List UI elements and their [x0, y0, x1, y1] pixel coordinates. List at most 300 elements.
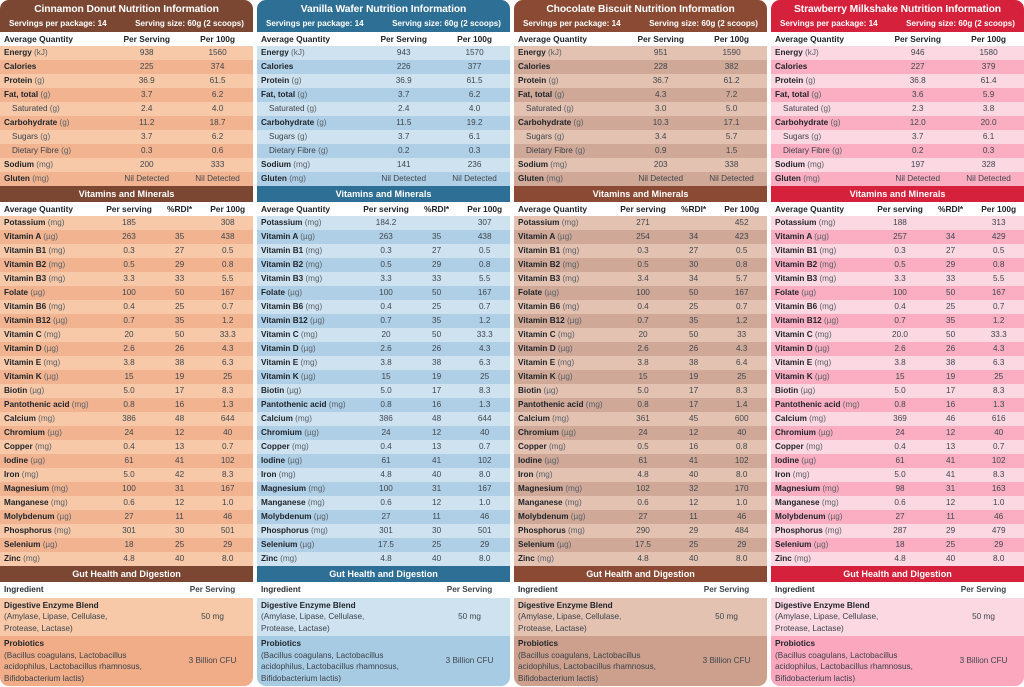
vitamin-per-serving: 188 — [893, 218, 907, 227]
nutrient-per-serving: 36.8 — [909, 76, 926, 85]
col-rdi: %RDI* — [414, 202, 460, 216]
table-row — [771, 426, 1024, 440]
vitamin-name: Copper (mg) — [518, 442, 566, 451]
table-row — [0, 272, 253, 286]
nutrient-per-serving: Nil Detected — [638, 174, 684, 183]
vitamins-section-band: Vitamins and Minerals — [0, 186, 253, 202]
nutrient-per-100g: 374 — [210, 62, 225, 71]
nutrient-per-serving: 36.7 — [652, 76, 669, 85]
vitamin-per-100g: 102 — [220, 456, 235, 465]
serving-size: Serving size: 60g (2 scoops) — [392, 19, 501, 28]
table-row — [257, 426, 510, 440]
table-row — [0, 524, 253, 538]
table-row — [771, 230, 1024, 244]
table-row — [771, 74, 1024, 88]
nutrient-per-100g: 5.9 — [982, 90, 995, 99]
nutrient-per-serving: 0.9 — [655, 146, 667, 155]
table-row — [771, 370, 1024, 384]
table-row — [257, 300, 510, 314]
servings-per-package: Servings per package: 14 — [780, 19, 878, 28]
table-row — [0, 426, 253, 440]
col-average-quantity: Average Quantity — [771, 32, 882, 46]
table-row — [514, 102, 767, 116]
vitamin-per-100g: 0.8 — [735, 260, 748, 269]
vitamin-per-serving: 3.3 — [123, 274, 135, 283]
vitamin-per-100g: 1.2 — [735, 316, 748, 325]
table-row — [771, 60, 1024, 74]
nutrient-name: Calories — [518, 62, 551, 71]
vitamin-name: Magnesium (mg) — [775, 484, 840, 493]
table-row — [514, 412, 767, 426]
vitamin-name: Vitamin B12 (µg) — [261, 316, 325, 325]
nutrient-per-serving: 3.6 — [912, 90, 924, 99]
vitamin-rdi: 13 — [432, 442, 442, 451]
vitamin-rdi: 30 — [432, 526, 442, 535]
table-row — [0, 538, 253, 552]
nutrient-per-serving: 227 — [910, 62, 925, 71]
vitamin-rdi: 34 — [689, 232, 699, 241]
table-row — [771, 482, 1024, 496]
servings-per-package: Servings per package: 14 — [523, 19, 621, 28]
vitamin-per-100g: 600 — [734, 414, 749, 423]
nutrition-column-header-row — [514, 32, 767, 46]
vitamin-rdi: 11 — [689, 512, 698, 521]
vitamin-per-serving: 290 — [636, 526, 650, 535]
nutrient-name: Gluten (mg) — [775, 174, 821, 183]
vitamin-per-100g: 4.3 — [478, 344, 491, 353]
vitamin-name: Manganese (mg) — [4, 498, 68, 507]
vitamin-rdi: 41 — [175, 456, 185, 465]
vitamin-rdi: 25 — [946, 540, 956, 549]
gut-column-header-row — [0, 582, 253, 598]
vitamin-per-100g: 0.8 — [992, 260, 1005, 269]
table-row — [771, 300, 1024, 314]
gut-table — [257, 582, 510, 686]
table-row — [257, 144, 510, 158]
vitamin-name: Vitamin K (µg) — [261, 372, 316, 381]
gut-section-band: Gut Health and Digestion — [771, 566, 1024, 582]
col-average-quantity: Average Quantity — [0, 32, 111, 46]
nutrient-per-100g: 18.7 — [209, 118, 226, 127]
table-row — [0, 412, 253, 426]
nutrient-name: Carbohydrate (g) — [518, 118, 584, 127]
vitamin-rdi: 34 — [946, 232, 956, 241]
vitamin-per-serving: 5.0 — [894, 470, 906, 479]
vitamin-per-serving: 15 — [124, 372, 134, 381]
table-row — [0, 258, 253, 272]
nutrient-per-100g: 6.2 — [468, 90, 481, 99]
list-item — [0, 636, 253, 686]
nutrient-per-serving: Nil Detected — [895, 174, 941, 183]
gut-section-band: Gut Health and Digestion — [0, 566, 253, 582]
nutrient-per-100g: 328 — [981, 160, 996, 169]
table-row — [257, 384, 510, 398]
nutrient-per-100g: 6.1 — [982, 132, 995, 141]
vitamin-rdi: 27 — [689, 246, 699, 255]
table-row — [771, 244, 1024, 258]
vitamin-per-100g: 0.7 — [992, 442, 1005, 451]
vitamin-rdi: 31 — [432, 484, 442, 493]
vitamin-per-serving: 15 — [895, 372, 905, 381]
vitamin-name: Pantothenic acid (mg) — [261, 400, 346, 409]
vitamin-per-100g: 0.7 — [478, 442, 491, 451]
panel-header — [257, 0, 510, 32]
table-row — [0, 482, 253, 496]
nutrient-per-serving: 3.0 — [655, 104, 667, 113]
gut-section-band: Gut Health and Digestion — [257, 566, 510, 582]
nutrient-per-100g: 1590 — [722, 48, 741, 57]
vitamin-rdi: 35 — [689, 316, 699, 325]
vitamin-name: Selenium (µg) — [261, 540, 315, 549]
gut-section — [514, 582, 767, 686]
table-row — [0, 60, 253, 74]
table-row — [771, 116, 1024, 130]
vitamin-per-100g: 0.7 — [735, 302, 748, 311]
serving-size: Serving size: 60g (2 scoops) — [649, 19, 758, 28]
vitamin-rdi: 31 — [175, 484, 185, 493]
nutrient-name: Sodium (mg) — [261, 160, 311, 169]
nutrient-per-100g: 3.8 — [982, 104, 995, 113]
nutrient-per-serving: 4.3 — [655, 90, 667, 99]
vitamin-rdi: 27 — [432, 246, 442, 255]
serving-info — [519, 16, 762, 29]
vitamin-per-100g: 8.0 — [478, 470, 491, 479]
vitamin-per-100g: 5.7 — [735, 274, 748, 283]
nutrient-per-serving: 2.3 — [912, 104, 924, 113]
vitamin-per-100g: 46 — [994, 512, 1004, 521]
gut-ingredient: Probiotics (Bacillus coagulans, Lactobacillus acidophilus, Lactobacillus rhamnosus, Bifidobacterium lactis) — [261, 639, 399, 683]
nutrient-name: Fat, total (g) — [775, 90, 822, 99]
vitamin-per-serving: 0.8 — [380, 400, 392, 409]
vitamin-per-100g: 33.3 — [476, 330, 493, 339]
col-ingredient: Ingredient — [514, 582, 686, 598]
servings-per-package: Servings per package: 14 — [9, 19, 107, 28]
vitamin-per-serving: 254 — [636, 232, 650, 241]
vitamin-per-100g: 29 — [994, 540, 1004, 549]
vitamin-rdi: 34 — [689, 274, 699, 283]
vitamin-per-100g: 8.3 — [478, 386, 491, 395]
vitamin-rdi: 50 — [175, 288, 185, 297]
vitamin-rdi: 50 — [689, 288, 699, 297]
nutrient-per-100g: Nil Detected — [452, 174, 497, 183]
panel-title: Vanilla Wafer Nutrition Information — [300, 4, 467, 15]
vitamin-per-serving: 0.7 — [637, 316, 649, 325]
gut-section-band: Gut Health and Digestion — [514, 566, 767, 582]
vitamin-name: Iron (mg) — [518, 470, 553, 479]
vitamin-per-100g: 40 — [223, 428, 233, 437]
vitamin-name: Vitamin B3 (mg) — [775, 274, 837, 283]
nutrient-per-serving: 11.2 — [139, 118, 155, 127]
vitamin-rdi: 50 — [689, 330, 699, 339]
col-per-serving: Per Serving — [943, 582, 1024, 598]
nutrient-per-100g: 377 — [467, 62, 482, 71]
vitamin-rdi: 27 — [175, 246, 185, 255]
vitamin-per-serving: 263 — [122, 232, 136, 241]
vitamin-per-100g: 8.0 — [478, 554, 491, 563]
vitamin-per-serving: 5.0 — [894, 386, 906, 395]
col-per-serving: Per Serving — [882, 32, 953, 46]
vitamin-rdi: 17 — [946, 386, 956, 395]
nutrient-per-100g: 0.6 — [211, 146, 224, 155]
vitamin-name: Phosphorus (mg) — [4, 526, 71, 535]
vitamin-per-serving: 4.8 — [637, 470, 649, 479]
table-row — [514, 116, 767, 130]
gut-ingredient: Digestive Enzyme Blend (Amylase, Lipase, Cellulase, Protease, Lactase) — [4, 600, 108, 633]
vitamin-rdi: 13 — [175, 442, 185, 451]
table-row — [257, 88, 510, 102]
vitamin-per-100g: 167 — [477, 484, 492, 493]
vitamin-per-serving: 0.4 — [123, 302, 135, 311]
vitamin-rdi: 19 — [946, 372, 956, 381]
vitamin-per-100g: 438 — [477, 232, 492, 241]
panel-title: Strawberry Milkshake Nutrition Information — [794, 4, 1001, 15]
vitamin-per-100g: 25 — [480, 372, 490, 381]
vitamin-rdi: 12 — [946, 428, 956, 437]
vitamin-name: Iron (mg) — [4, 470, 39, 479]
nutrient-per-100g: 4.0 — [468, 104, 481, 113]
vitamin-per-100g: 501 — [477, 526, 492, 535]
vitamin-rdi: 40 — [946, 554, 956, 563]
list-item — [0, 598, 253, 637]
vitamin-per-100g: 644 — [220, 414, 235, 423]
nutrient-per-100g: 6.2 — [211, 132, 224, 141]
table-row — [514, 244, 767, 258]
nutrient-name: Protein (g) — [518, 76, 559, 85]
table-row — [514, 398, 767, 412]
vitamin-name: Copper (mg) — [261, 442, 309, 451]
vitamin-rdi: 45 — [689, 414, 699, 423]
vitamin-name: Folate (µg) — [4, 288, 46, 297]
servings-per-package: Servings per package: 14 — [266, 19, 364, 28]
nutrient-name: Dietary Fibre (g) — [12, 146, 72, 155]
table-row — [514, 216, 767, 230]
vitamin-per-100g: 102 — [477, 456, 492, 465]
vitamins-section-band: Vitamins and Minerals — [514, 186, 767, 202]
nutrient-per-serving: 36.9 — [138, 76, 155, 85]
nutrient-name: Carbohydrate (g) — [775, 118, 841, 127]
vitamin-per-serving: 20 — [124, 330, 134, 339]
vitamin-rdi: 38 — [689, 358, 699, 367]
vitamin-name: Manganese (mg) — [775, 498, 839, 507]
vitamin-name: Calcium (mg) — [518, 414, 569, 423]
vitamin-per-100g: 167 — [734, 288, 749, 297]
table-row — [0, 46, 253, 60]
vitamin-per-100g: 29 — [737, 540, 747, 549]
vitamin-per-serving: 100 — [379, 288, 393, 297]
vitamin-name: Phosphorus (mg) — [775, 526, 842, 535]
nutrient-name: Energy (kJ) — [775, 48, 819, 57]
nutrient-per-100g: 6.1 — [468, 132, 481, 141]
table-row — [514, 370, 767, 384]
vitamin-rdi: 13 — [946, 442, 956, 451]
table-row — [771, 130, 1024, 144]
vitamin-per-serving: 3.8 — [123, 358, 135, 367]
vitamin-name: Manganese (mg) — [518, 498, 582, 507]
vitamin-rdi — [671, 216, 717, 230]
vitamins-section-band: Vitamins and Minerals — [257, 186, 510, 202]
vitamin-rdi: 26 — [432, 344, 442, 353]
vitamin-name: Vitamin C (mg) — [775, 330, 832, 339]
panel-header — [514, 0, 767, 32]
table-row — [771, 552, 1024, 566]
nutrient-per-serving: 0.3 — [141, 146, 153, 155]
vitamin-rdi: 27 — [946, 246, 956, 255]
table-row — [0, 440, 253, 454]
vitamin-name: Vitamin B6 (mg) — [775, 302, 837, 311]
col-per-serving: Per Serving — [172, 582, 253, 598]
vitamin-name: Magnesium (mg) — [4, 484, 69, 493]
nutrient-per-100g: 61.5 — [209, 76, 226, 85]
gut-section — [771, 582, 1024, 686]
table-row — [514, 272, 767, 286]
vitamin-rdi: 33 — [175, 274, 185, 283]
vitamins-table — [0, 202, 253, 566]
table-row — [257, 116, 510, 130]
nutrient-per-100g: 1560 — [208, 48, 227, 57]
serving-info — [5, 16, 248, 29]
vitamin-name: Vitamin B3 (mg) — [4, 274, 66, 283]
table-row — [257, 356, 510, 370]
vitamin-per-serving: 0.5 — [637, 260, 649, 269]
vitamin-name: Calcium (mg) — [261, 414, 312, 423]
vitamin-rdi: 41 — [946, 470, 956, 479]
table-row — [0, 286, 253, 300]
table-row — [771, 356, 1024, 370]
vitamin-rdi: 29 — [946, 260, 956, 269]
vitamin-per-100g: 102 — [991, 456, 1006, 465]
nutrient-name: Protein (g) — [775, 76, 816, 85]
nutrient-per-100g: 379 — [981, 62, 996, 71]
nutrition-panel-vanilla-wafer — [257, 0, 510, 687]
vitamin-rdi: 41 — [946, 456, 956, 465]
nutrient-per-serving: 10.3 — [652, 118, 669, 127]
nutrient-name: Protein (g) — [4, 76, 45, 85]
vitamin-per-100g: 1.3 — [221, 400, 234, 409]
col-per-100g: Per 100g — [459, 202, 510, 216]
table-row — [514, 74, 767, 88]
table-row — [771, 538, 1024, 552]
vitamin-name: Magnesium (mg) — [261, 484, 326, 493]
vitamin-name: Iodine (µg) — [518, 456, 560, 465]
vitamin-per-100g: 6.3 — [992, 358, 1005, 367]
table-row — [257, 510, 510, 524]
table-row — [257, 496, 510, 510]
vitamin-rdi: 25 — [432, 302, 442, 311]
nutrient-name: Sodium (mg) — [518, 160, 568, 169]
nutrient-per-100g: 338 — [724, 160, 739, 169]
gut-column-header-row — [257, 582, 510, 598]
vitamin-per-100g: 8.0 — [735, 554, 748, 563]
vitamin-per-serving: 0.3 — [637, 246, 649, 255]
nutrient-name: Fat, total (g) — [4, 90, 51, 99]
vitamin-per-100g: 308 — [220, 218, 235, 227]
nutrient-per-serving: 0.2 — [398, 146, 410, 155]
col-per-100g: Per 100g — [439, 32, 510, 46]
vitamins-column-header-row — [771, 202, 1024, 216]
vitamin-rdi: 50 — [432, 288, 442, 297]
vitamin-name: Iodine (µg) — [775, 456, 817, 465]
serving-size: Serving size: 60g (2 scoops) — [906, 19, 1015, 28]
nutrient-name: Energy (kJ) — [518, 48, 562, 57]
vitamin-per-100g: 4.3 — [221, 344, 234, 353]
table-row — [0, 314, 253, 328]
vitamins-column-header-row — [257, 202, 510, 216]
nutrient-per-100g: 5.0 — [725, 104, 738, 113]
vitamin-name: Vitamin C (mg) — [518, 330, 575, 339]
vitamin-per-serving: 100 — [122, 484, 136, 493]
vitamin-rdi — [928, 216, 974, 230]
gut-amount: 3 Billion CFU — [702, 656, 751, 666]
vitamin-per-serving: 0.6 — [637, 498, 649, 507]
table-row — [257, 286, 510, 300]
gut-table — [514, 582, 767, 686]
vitamin-per-100g: 616 — [991, 414, 1006, 423]
nutrient-per-100g: 6.2 — [211, 90, 224, 99]
vitamin-name: Vitamin B2 (mg) — [518, 260, 580, 269]
vitamin-name: Vitamin B12 (µg) — [775, 316, 839, 325]
vitamin-rdi: 12 — [689, 498, 699, 507]
nutrient-per-100g: 61.5 — [466, 76, 483, 85]
vitamin-per-serving: 15 — [381, 372, 391, 381]
table-row — [771, 510, 1024, 524]
vitamin-name: Vitamin B1 (mg) — [4, 246, 66, 255]
nutrient-per-100g: 1.5 — [725, 146, 738, 155]
vitamin-rdi: 12 — [432, 428, 442, 437]
nutrient-name: Dietary Fibre (g) — [526, 146, 586, 155]
vitamin-per-serving: 4.8 — [380, 554, 392, 563]
vitamin-per-serving: 257 — [893, 232, 907, 241]
vitamin-name: Folate (µg) — [518, 288, 560, 297]
nutrient-name: Protein (g) — [261, 76, 302, 85]
vitamin-rdi: 41 — [689, 456, 699, 465]
vitamin-name: Molybdenum (µg) — [518, 512, 586, 521]
vitamin-rdi: 30 — [175, 526, 185, 535]
vitamin-per-serving: 0.6 — [894, 498, 906, 507]
col-per-100g: Per 100g — [716, 202, 767, 216]
col-per-serving: Per Serving — [368, 32, 439, 46]
vitamin-rdi: 38 — [432, 358, 442, 367]
table-row — [0, 342, 253, 356]
vitamin-per-100g: 8.0 — [992, 554, 1005, 563]
table-row — [771, 454, 1024, 468]
vitamin-name: Folate (µg) — [261, 288, 303, 297]
vitamin-per-serving: 0.4 — [894, 302, 906, 311]
vitamin-per-serving: 0.4 — [637, 302, 649, 311]
nutrient-per-serving: 11.5 — [396, 118, 412, 127]
vitamin-per-serving: 102 — [636, 484, 650, 493]
vitamin-per-100g: 25 — [994, 372, 1004, 381]
col-per-100g: Per 100g — [696, 32, 767, 46]
vitamin-rdi: 50 — [175, 330, 185, 339]
table-row — [0, 230, 253, 244]
table-row — [514, 286, 767, 300]
table-row — [771, 384, 1024, 398]
vitamin-rdi: 35 — [946, 316, 956, 325]
table-row — [514, 88, 767, 102]
vitamin-name: Molybdenum (µg) — [261, 512, 329, 521]
table-row — [257, 158, 510, 172]
vitamin-per-100g: 1.0 — [478, 498, 491, 507]
vitamin-name: Potassium (mg) — [518, 218, 579, 227]
table-row — [257, 440, 510, 454]
vitamin-per-serving: 185 — [122, 218, 136, 227]
vitamin-per-100g: 163 — [991, 484, 1006, 493]
vitamin-name: Molybdenum (µg) — [4, 512, 72, 521]
vitamin-name: Vitamin E (mg) — [775, 358, 832, 367]
vitamin-per-100g: 0.7 — [221, 302, 234, 311]
vitamin-name: Potassium (mg) — [775, 218, 836, 227]
gut-amount: 50 mg — [972, 612, 995, 621]
